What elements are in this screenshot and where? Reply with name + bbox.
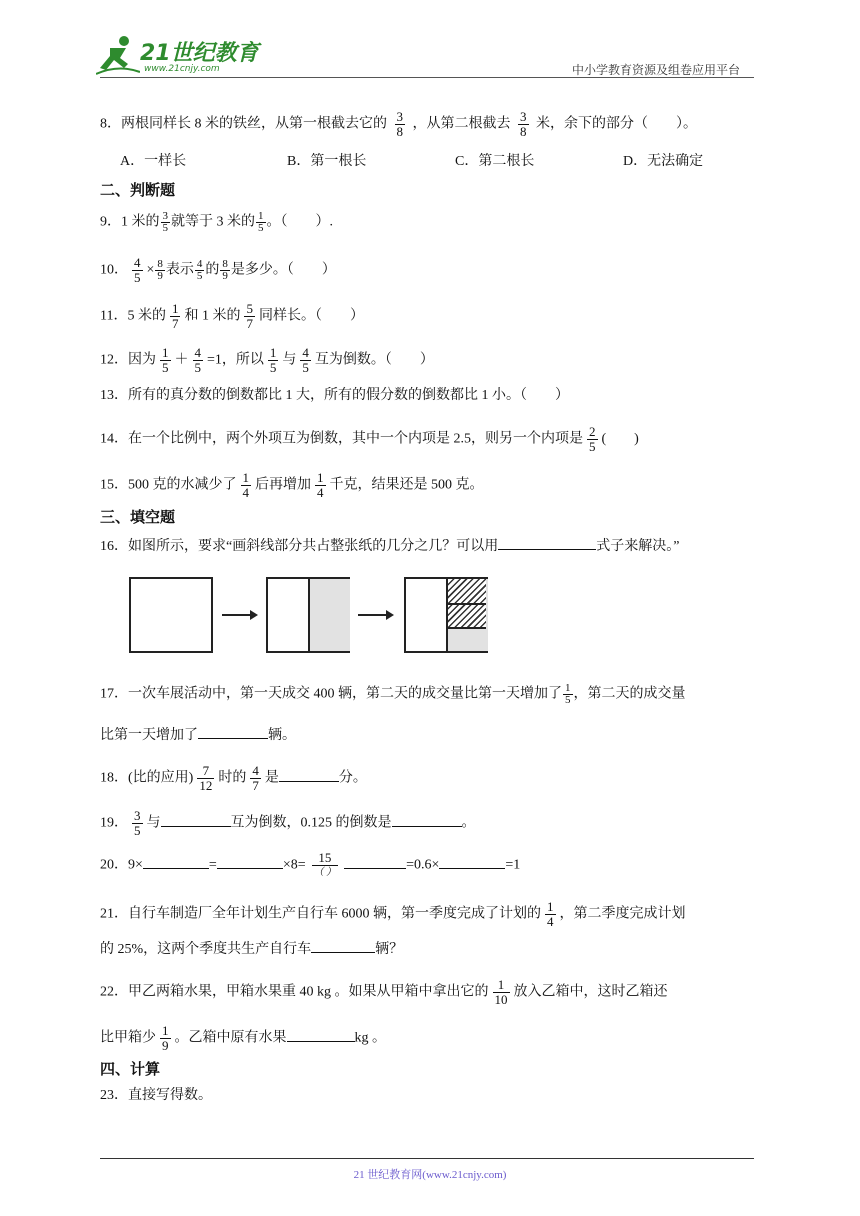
fraction: $\frac{1}{4}$ [317, 470, 324, 500]
fraction: $\frac{4}{5}$ [196, 258, 203, 282]
fraction: $\frac{3}{8}$ [396, 109, 403, 139]
section-title: 三、填空题 [100, 508, 176, 526]
footer-rule [100, 1158, 754, 1159]
fraction: $\frac{1}{4}$ [242, 470, 249, 500]
question-18: 18．(比的应用) $\frac{7}{12}$ 时的 $\frac{4}{7}$ 是 分。 [100, 763, 367, 793]
arrow-icon [358, 614, 392, 616]
answer-blank[interactable] [498, 535, 596, 550]
answer-blank[interactable] [161, 812, 231, 827]
question-11: 11．5 米的 $\frac{1}{7}$ 和 1 米的 $\frac{5}{7}$ 同样长。（ ） [100, 301, 364, 331]
question-13: 13．所有的真分数的倒数都比 1 大，所有的假分数的倒数都比 1 小。（ ） [100, 388, 569, 403]
footer-text: 21 世纪教育网(www.21cnjy.com) [353, 1169, 507, 1181]
option-a: A．一样长 [120, 154, 187, 169]
fraction: $\frac{8}{9}$ [157, 258, 163, 282]
question-15: 15．500 克的水减少了 $\frac{1}{4}$ 后再增加 $\frac{1}{4}$ 千克，结果还是 500 克。 [100, 470, 484, 500]
fraction: $\frac{1}{5}$ [162, 345, 169, 375]
question-22-cont: 比甲箱少 $\frac{1}{9}$ 。乙箱中原有水果 kg 。 [100, 1023, 386, 1053]
fraction: $\frac{3}{5}$ [162, 210, 168, 234]
fraction: $\frac{1}{9}$ [162, 1023, 169, 1053]
logo [96, 34, 266, 78]
question-16: 16．如图所示，要求“画斜线部分共占整张纸的几分之几？可以用 式子来解决。” [100, 535, 679, 557]
half-paper [266, 577, 350, 653]
question-19: 19． $\frac{3}{5}$ 与 互为倒数，0.125 的倒数是 。 [100, 808, 476, 838]
answer-blank[interactable] [344, 854, 406, 869]
answer-blank[interactable] [287, 1027, 355, 1042]
question-12: 12．因为 $\frac{1}{5}$ ＋ $\frac{4}{5}$ =1，所以 $\frac{1}{5}$ 与 $\frac{4}{5}$ 互为倒数。（ ） [100, 345, 434, 375]
question-10: 10． $\frac{4}{5}$ × $\frac{8}{9}$ 表示 $\frac{4}{5}$ 的 $\frac{8}{9}$ 是多少。（ ） [100, 255, 336, 285]
fraction: $\frac{1}{7}$ [171, 301, 179, 331]
answer-blank[interactable] [311, 938, 375, 953]
question-17: 17．一次车展活动中，第一天成交 400 辆，第二天的成交量比第一天增加了 $\frac{1}{5}$ ，第二天的成交量 [100, 682, 686, 706]
logo-url: www.21cnjy.com [144, 64, 220, 74]
question-14: 14．在一个比例中，两个外项互为倒数，其中一个内项是 2.5，则另一个内项是 $\frac{2}{5}$ ( ) [100, 424, 639, 454]
fraction: $\frac{2}{5}$ [589, 424, 596, 454]
question-21-cont: 的 25%，这两个季度共生产自行车 辆？ [100, 938, 403, 960]
answer-blank[interactable] [279, 767, 339, 782]
whole-paper [129, 577, 213, 653]
runner-icon [96, 34, 140, 76]
fraction: $\frac{1}{5}$ [258, 210, 264, 234]
question-17-cont: 比第一天增加了 辆。 [100, 724, 296, 746]
arrow-icon [222, 614, 256, 616]
fraction: $\frac{4}{5}$ [194, 345, 201, 375]
header-right-text: 中小学教育资源及组卷应用平台 [572, 63, 741, 77]
answer-blank[interactable] [143, 854, 209, 869]
question-21: 21．自行车制造厂全年计划生产自行车 6000 辆，第一季度完成了计划的 $\frac{1}{4}$ ，第二季度完成计划 [100, 899, 686, 929]
fraction: $\frac{4}{7}$ [252, 763, 259, 793]
fraction: $\frac{4}{5}$ [302, 345, 309, 375]
fraction: $\frac{5}{7}$ [246, 301, 253, 331]
answer-blank[interactable] [217, 854, 283, 869]
hatched-paper [404, 577, 488, 653]
fraction: $\frac{1}{5}$ [269, 345, 277, 375]
hatched-part [448, 605, 486, 629]
fraction: $\frac{8}{9}$ [222, 258, 228, 282]
fraction: $\frac{15}{( )}$ [313, 850, 337, 878]
answer-blank[interactable] [198, 724, 268, 739]
question-8: 8．两根同样长 8 米的铁丝，从第一根截去它的 $\frac{3}{8}$ ，从第二根截去 $\frac{3}{8}$ 米，余下的部分（ ）。 [100, 109, 697, 139]
option-b: B．第一根长 [287, 154, 367, 169]
question-20: 20．9× = ×8= $\frac{15}{( )}$ =0.6× =1 [100, 850, 521, 878]
fraction: $\frac{3}{8}$ [520, 109, 527, 139]
option-c: C．第二根长 [455, 154, 535, 169]
fraction: $\frac{1}{10}$ [494, 977, 508, 1007]
header-rule [100, 77, 754, 78]
fraction: $\frac{4}{5}$ [134, 255, 141, 285]
question-9: 9．1 米的 $\frac{3}{5}$ 就等于 3 米的 $\frac{1}{5}$ 。（ ）. [100, 210, 333, 234]
question-22: 22．甲乙两箱水果，甲箱水果重 40 kg 。如果从甲箱中拿出它的 $\frac{1}{10}$ 放入乙箱中，这时乙箱还 [100, 977, 668, 1007]
fraction: $\frac{3}{5}$ [134, 808, 141, 838]
hatched-part [448, 579, 486, 605]
section-title: 四、计算 [100, 1060, 161, 1078]
option-d: D．无法确定 [623, 154, 704, 169]
answer-blank[interactable] [392, 812, 462, 827]
section-title: 二、判断题 [100, 181, 176, 199]
logo-text: 21世纪教育 [140, 41, 259, 66]
answer-blank[interactable] [439, 854, 505, 869]
fraction: $\frac{1}{5}$ [565, 682, 571, 706]
fraction: $\frac{1}{4}$ [547, 899, 554, 929]
fraction: $\frac{7}{12}$ [199, 763, 213, 793]
question-23: 23．直接写得数。 [100, 1088, 212, 1103]
